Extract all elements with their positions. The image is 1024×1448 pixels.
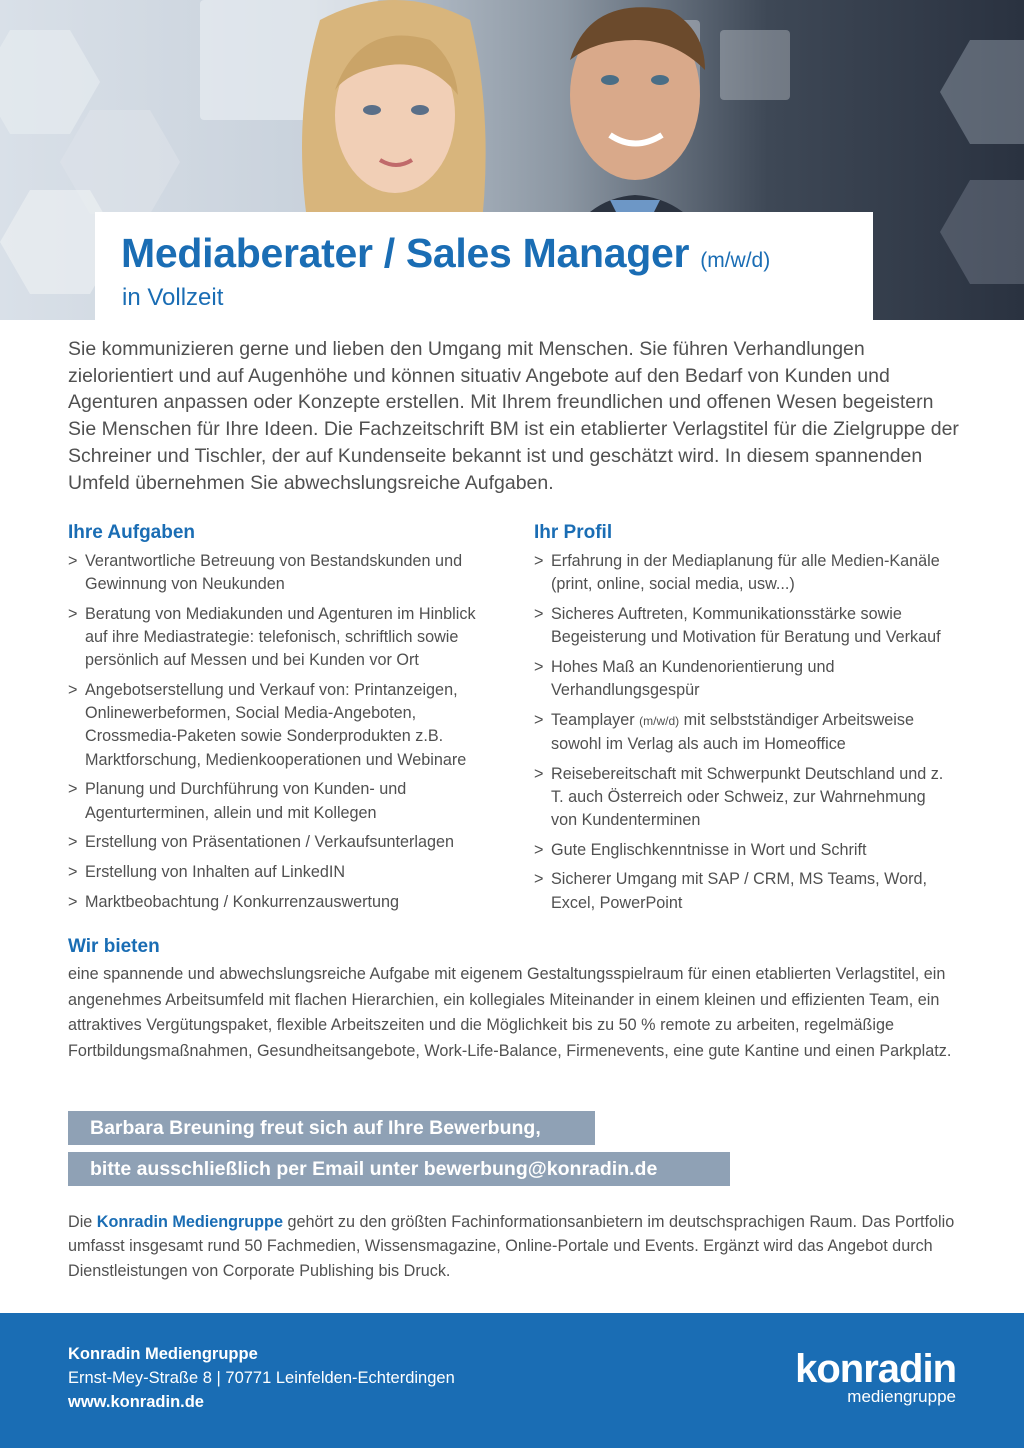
list-item-text: Sicheres Auftreten, Kommunikationsstärke sowie Begeisterung und Motivation für Beratung und Verkauf [551, 604, 941, 647]
chevron-right-icon: > [68, 892, 78, 911]
list-item-text: Hohes Maß an Kundenorientierung und Verhandlungsgespür [551, 657, 835, 700]
list-item-text: Verantwortliche Betreuung von Bestandskunden und Gewinnung von Neukunden [85, 552, 463, 594]
footer-company: Konradin Mediengruppe [68, 1345, 258, 1363]
employment-type: in Vollzeit [122, 284, 224, 311]
list-item [534, 763, 954, 833]
list-item [68, 603, 498, 673]
chevron-right-icon: > [68, 681, 78, 700]
logo-sub: mediengruppe [847, 1387, 956, 1406]
list-item [68, 778, 498, 824]
chevron-right-icon: > [68, 604, 78, 623]
chevron-right-icon: > [68, 862, 78, 881]
chevron-right-icon: > [534, 552, 544, 570]
job-title [121, 230, 770, 277]
company-description [68, 1210, 968, 1283]
chevron-right-icon: > [68, 552, 78, 570]
intro-text: Sie kommunizieren gerne und lieben den Umgang mit Menschen. Sie führen Verhandlungen zielorientiert und auf Augenhöhe und können situativ Angebote auf den Bedarf von Kunden und Agenturen anpassen oder Konzepte erstellen. Mit Ihrem freundlichen und offenen Wesen begeistern Sie Menschen für Ihre Ideen. Die Fachzeitschrift BM ist ein etablierter Verlagstitel für die Zielgruppe der Schreiner und Tischler, der auf Kundenseite bekannt ist und geschätzt wird. In diesem spannenden Umfeld übernehmen Sie abwechslungsreiche Aufgaben. [68, 338, 959, 494]
gender-tag: (m/w/d) [700, 249, 771, 272]
list-item-text: Reisebereitschaft mit Schwerpunkt Deutschland und z. T. auch Österreich oder Schweiz, zur Wahrnehmung von Kundenterminen [551, 764, 944, 830]
list-item [534, 839, 954, 862]
list-item [68, 891, 498, 914]
list-item-text: mit selbstständiger Arbeitsweise sowohl im Verlag als auch im Homeoffice [551, 710, 914, 753]
list-item-text: Beratung von Mediakunden und Agenturen im Hinblick auf ihre Mediastrategie: telefonisch, schriftlich sowie persönlich auf Messen und bei Kunden vor Ort [85, 604, 476, 670]
footer-address: Ernst-Mey-Straße 8 | 70771 Leinfelden-Echterdingen [68, 1369, 455, 1387]
logo-main: konradin [795, 1347, 956, 1391]
offer-text: eine spannende und abwechslungsreiche Aufgabe mit eigenem Gestaltungsspielraum für einen etablierten Verlagstitel, ein angenehmes Arbeitsumfeld mit flachen Hierarchien, ein kollegiales Miteinander in einem kleinen und effizienten Team, ein attraktives Vergütungspaket, flexible Arbeitszeiten und die Möglichkeit bis zu 50 % remote zu arbeiten, regelmäßige Fortbildungsmaßnahmen, Gesundheitsangebote, Work-Life-Balance, Firmenevents, eine gute Kantine und einen Parkplatz. [68, 965, 952, 1060]
list-item-text: Planung und Durchführung von Kunden- und Agenturterminen, allein und mit Kollegen [85, 780, 407, 822]
list-item [534, 603, 954, 649]
tasks-heading: Ihre Aufgaben [68, 522, 196, 543]
footer-website-link[interactable]: www.konradin.de [68, 1393, 204, 1411]
list-item-text: Gute Englischkenntnisse in Wort und Schrift [551, 840, 867, 859]
chevron-right-icon: > [534, 840, 544, 859]
list-item [68, 550, 498, 596]
list-item-text: Erstellung von Inhalten auf LinkedIN [85, 862, 346, 881]
gender-tag: (m/w/d) [639, 713, 680, 728]
chevron-right-icon: > [68, 833, 78, 852]
contact-banner-line2[interactable]: bitte ausschließlich per Email unter bewerbung@konradin.de [68, 1152, 730, 1186]
profile-heading: Ihr Profil [534, 522, 613, 543]
list-item [534, 709, 954, 756]
footer [0, 1313, 1024, 1448]
profile-section [534, 522, 954, 921]
list-item [68, 861, 498, 884]
company-name: Konradin Mediengruppe [96, 1213, 283, 1231]
chevron-right-icon: > [534, 657, 544, 676]
list-item [68, 831, 498, 854]
tasks-list [68, 550, 498, 914]
chevron-right-icon: > [534, 764, 544, 783]
chevron-right-icon: > [534, 604, 544, 623]
chevron-right-icon: > [534, 710, 544, 729]
profile-list [534, 550, 954, 915]
konradin-logo [795, 1347, 956, 1407]
list-item-text: Sicherer Umgang mit SAP / CRM, MS Teams, Word, Excel, PowerPoint [551, 870, 928, 912]
list-item-text: Erfahrung in der Mediaplanung für alle Medien-Kanäle (print, online, social media, usw...) [551, 552, 940, 594]
offer-heading: Wir bieten [68, 936, 160, 957]
about-prefix: Die [68, 1213, 93, 1231]
title-box [95, 212, 873, 320]
tasks-section [68, 522, 498, 920]
contact-banner-line1: Barbara Breuning freut sich auf Ihre Bewerbung, [68, 1111, 595, 1145]
chevron-right-icon: > [534, 870, 544, 889]
about-text: gehört zu den größten Fachinformationsanbietern im deutschsprachigen Raum. Das Portfolio umfasst insgesamt rund 50 Fachmedien, Wissensmagazine, Online-Portale und Events. Ergänzt wird das Angebot durch Dienstleistungen von Corporate Publishing bis Druck. [68, 1213, 955, 1280]
list-item [68, 679, 498, 772]
list-item [534, 550, 954, 596]
list-item-text: Teamplayer [551, 710, 635, 729]
list-item-text: Marktbeobachtung / Konkurrenzauswertung [85, 892, 400, 911]
job-title-text: Mediaberater / Sales Manager [121, 230, 690, 276]
list-item [534, 868, 954, 914]
chevron-right-icon: > [68, 780, 78, 799]
list-item-text: Erstellung von Präsentationen / Verkaufsunterlagen [85, 833, 454, 852]
list-item [534, 656, 954, 702]
list-item-text: Angebotserstellung und Verkauf von: Printanzeigen, Onlinewerbeformen, Social Media-Angeboten, Crossmedia-Paketen sowie Sonderprodukten z.B. Marktforschung, Medienkooperationen und Webinare [85, 681, 467, 769]
